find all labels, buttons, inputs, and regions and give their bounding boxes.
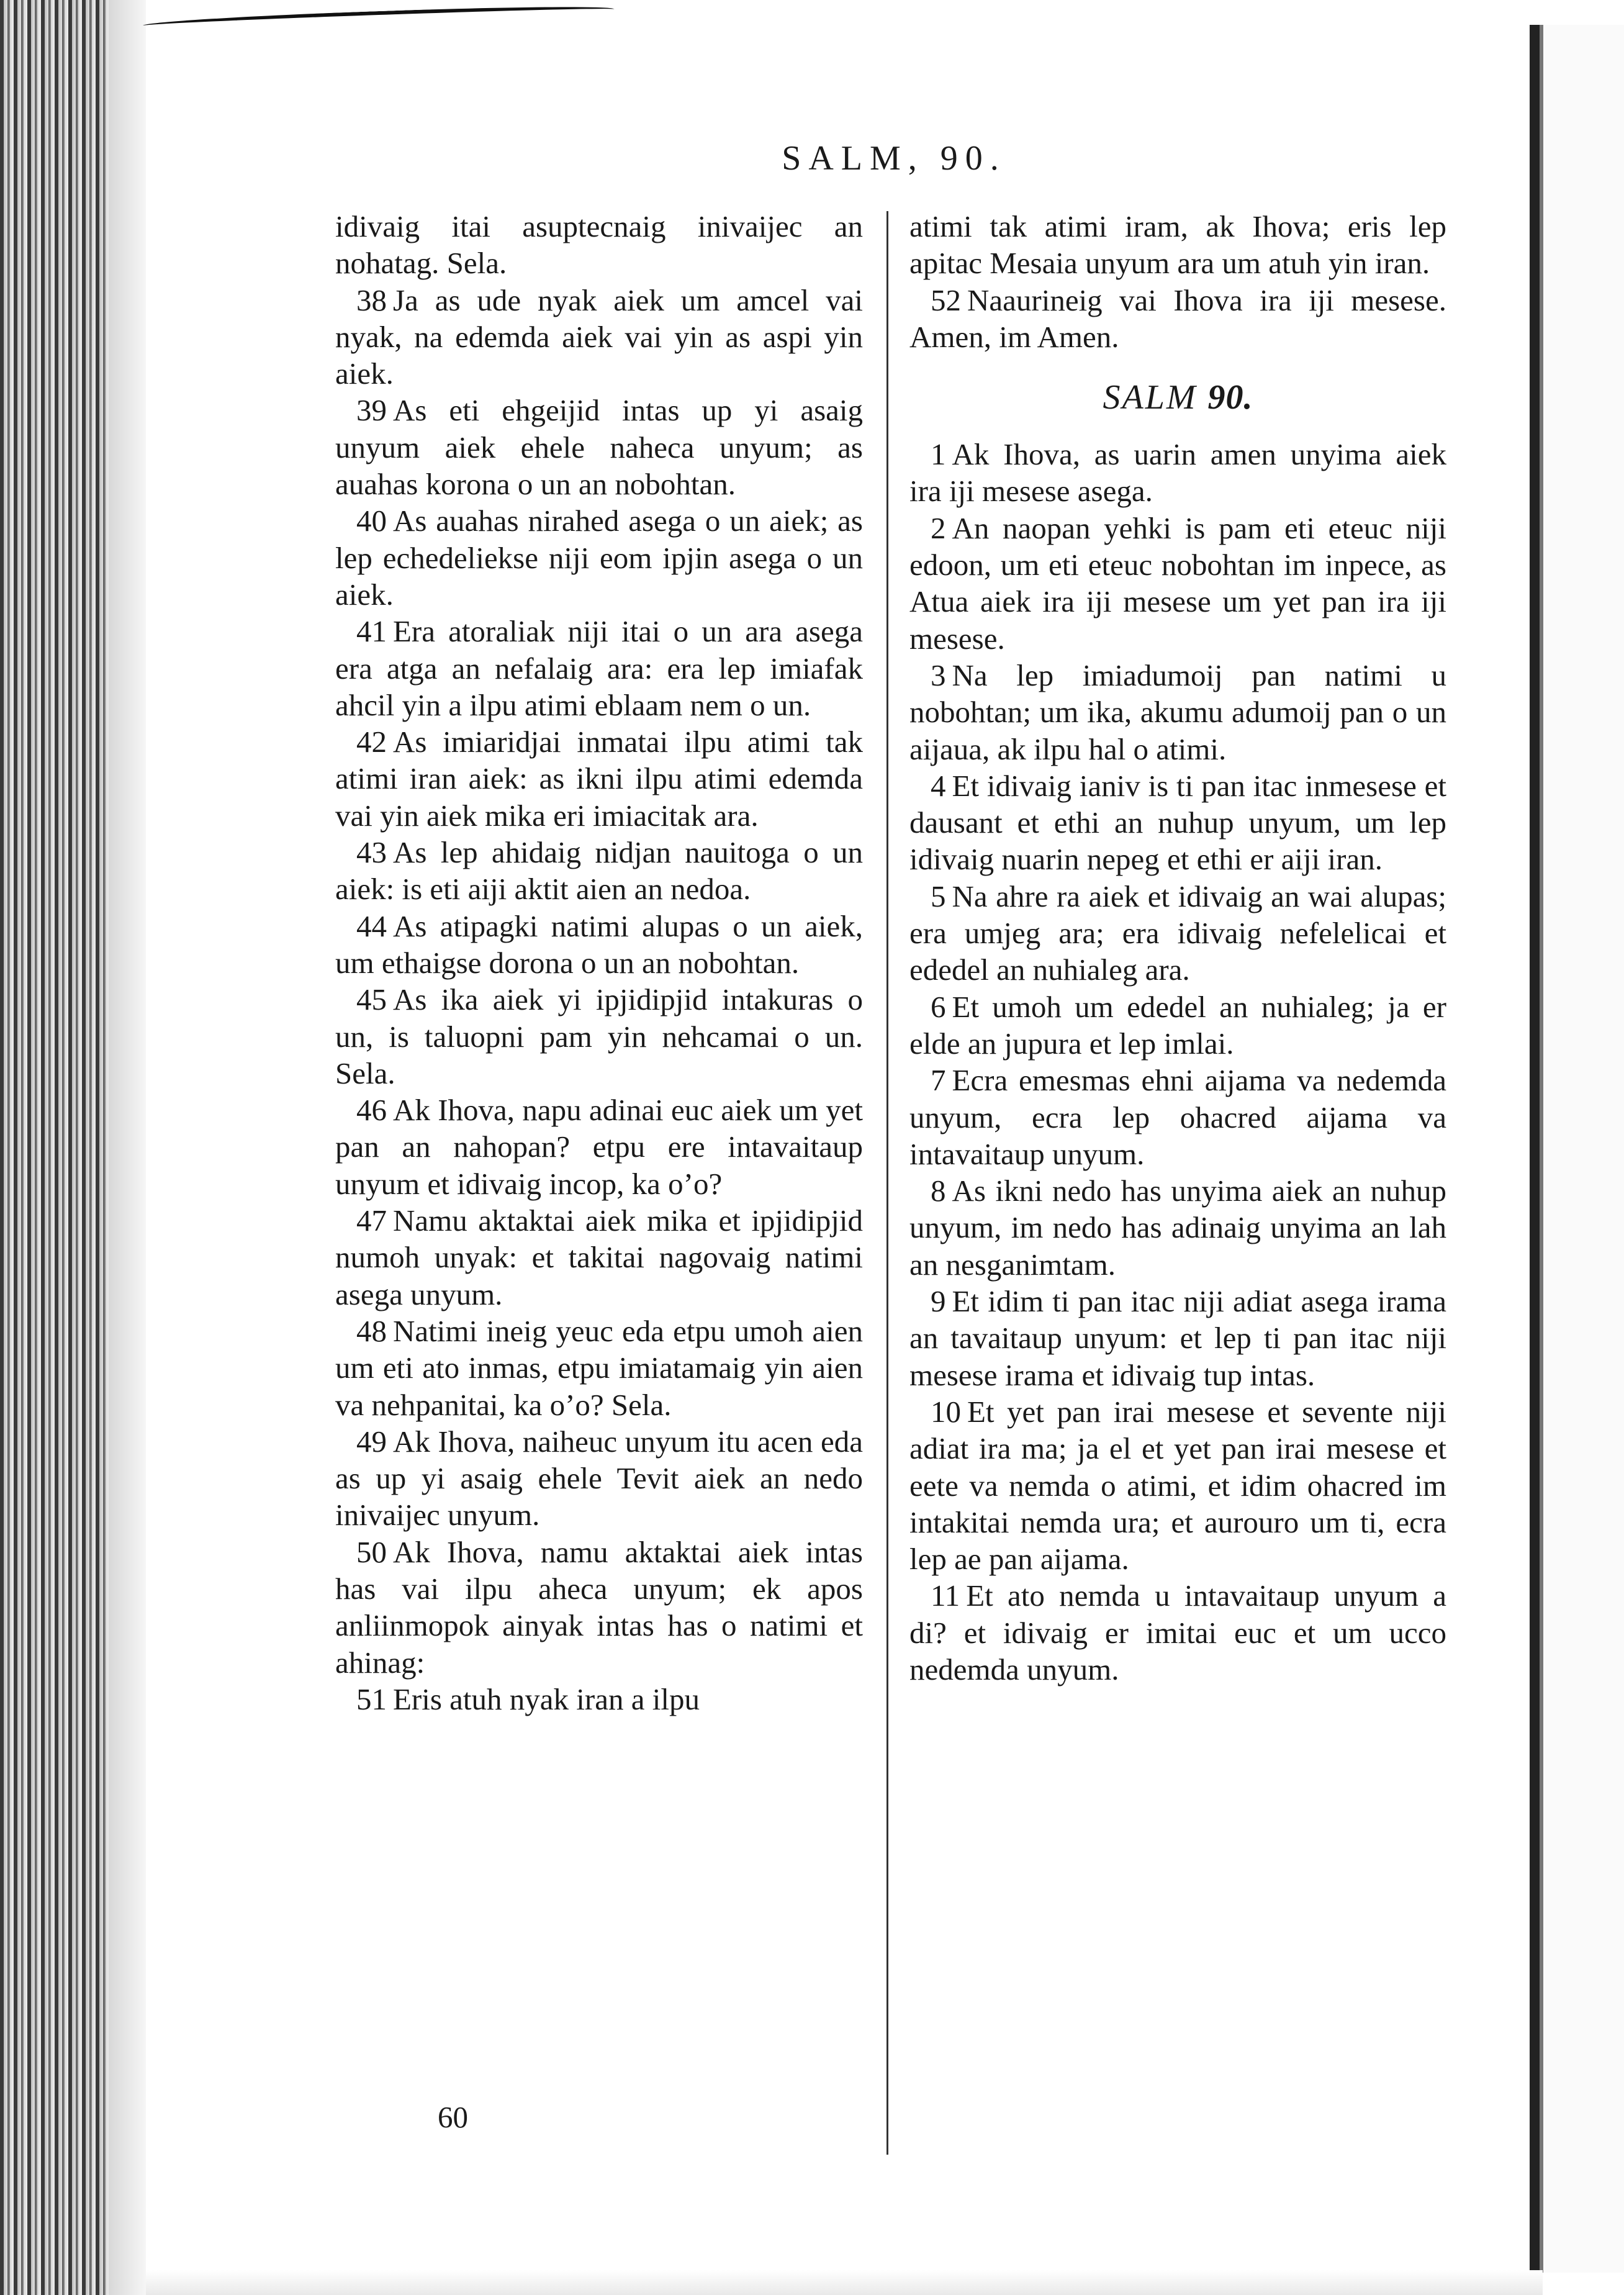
- verse-text: Et idivaig ianiv is ti pan itac inmesese et dausant et ethi an nuhup unyum, um lep idivaig nuarin nepeg et ethi er aiji iran.: [909, 768, 1446, 877]
- verse-text: As auahas nirahed asega o un aiek; as lep echedeliekse niji eom ipjin asega o un aiek.: [335, 504, 863, 612]
- verse-text: Ak Ihova, napu adinai euc aiek um yet pan an nahopan? etpu ere intavaitaup unyum et idivaig incop, ka o’o?: [335, 1093, 863, 1201]
- verse: [909, 436, 1446, 510]
- page-number: 60: [438, 2100, 468, 2134]
- verse-number: 49: [356, 1424, 387, 1459]
- verse-number: 6: [931, 989, 946, 1024]
- verse-number: 9: [931, 1284, 946, 1319]
- verse-number: 10: [931, 1394, 961, 1429]
- verse-text: As imiaridjai inmatai ilpu atimi tak atimi iran aiek: as ikni ilpu atimi edemda vai yin aiek mika eri imiacitak ara.: [335, 725, 863, 833]
- psalm-title: [909, 379, 1446, 416]
- page-bottom-shadow: [146, 2270, 1543, 2295]
- verse-number: 38: [356, 283, 387, 317]
- verse-text: Ak Ihova, namu aktaktai aiek intas has vai ilpu aheca unyum; ek apos anliinmopok ainyak intas has o natimi et ahinag:: [335, 1534, 863, 1680]
- verse-text: Et yet pan irai mesese et sevente niji adiat ira ma; ja el et yet pan irai mesese et eete va nemda o atimi, et idim ohacred im intakitai nemda ura; et aurouro um ti, ecra lep ae pan aijama.: [909, 1394, 1446, 1577]
- verse-text: As atipagki natimi alupas o un aiek, um ethaigse dorona o un an nobohtan.: [335, 908, 863, 980]
- verse-number: 45: [356, 982, 387, 1017]
- verse-text: As eti ehgeijid intas up yi asaig unyum aiek ehele naheca unyum; as auahas korona o un an nobohtan.: [335, 393, 863, 502]
- verse-text: Na lep imiadumoij pan natimi u nobohtan; um ika, akumu adumoij pan o un aijaua, ak ilpu hal o atimi.: [909, 658, 1446, 766]
- verse: [909, 1172, 1446, 1283]
- verse: [909, 1577, 1446, 1688]
- verse-text: An naopan yehki is pam eti eteuc niji edoon, um eti eteuc nobohtan im inpece, as Atua aiek ira iji mesese um yet pan ira iji mesese.: [909, 510, 1446, 656]
- verse: [909, 989, 1446, 1062]
- right-verse-list-before-title: [909, 282, 1446, 356]
- verse-continuation: atimi tak atimi iram, ak Ihova; eris lep apitac Mesaia unyum ara um atuh yin iran.: [909, 209, 1446, 281]
- verse-number: 40: [356, 504, 387, 538]
- verse-number: 7: [931, 1063, 946, 1098]
- running-header: SALM, 90.: [782, 139, 1006, 178]
- verse-number: 51: [356, 1682, 387, 1716]
- verse: [335, 1423, 863, 1534]
- verse-text: Era atoraliak niji itai o un ara asega era atga an nefalaig ara: era lep imiafak ahcil yin a ilpu atimi eblaam nem o un.: [335, 614, 863, 722]
- verse: [909, 767, 1446, 878]
- verse-number: 11: [931, 1578, 960, 1613]
- verse: [335, 613, 863, 723]
- verse: [335, 834, 863, 908]
- verse-number: 3: [931, 658, 946, 692]
- verse-number: 5: [931, 879, 946, 913]
- verse-number: 41: [356, 614, 387, 649]
- right-verse-list: [909, 436, 1446, 1688]
- verse-number: 8: [931, 1174, 946, 1208]
- verse: [335, 1681, 863, 1718]
- verse-text: Et idim ti pan itac niji adiat asega irama an tavaitaup unyum: et lep ti pan itac niji mesese irama et idivaig tup intas.: [909, 1284, 1446, 1392]
- verse-number: 50: [356, 1534, 387, 1569]
- verse: [335, 723, 863, 834]
- verse: [335, 1092, 863, 1202]
- verse-text: As ika aiek yi ipjidipjid intakuras o un, is taluopni pam yin nehcamai o un. Sela.: [335, 982, 863, 1090]
- book-page: [335, 137, 1453, 2235]
- verse-text: Na ahre ra aiek et idivaig an wai alupas; era umjeg ara; era idivaig nefelelicai et ededel an nuhialeg ara.: [909, 879, 1446, 987]
- verse: [909, 1283, 1446, 1393]
- verse-text: Eris atuh nyak iran a ilpu: [393, 1682, 700, 1716]
- verse-number: 4: [931, 768, 946, 803]
- verse: [909, 1393, 1446, 1577]
- verse-number: 42: [356, 725, 387, 759]
- verse-number: 2: [931, 510, 946, 545]
- verse-text: Et umoh um ededel an nuhialeg; ja er elde an jupura et lep imlai.: [909, 989, 1446, 1061]
- verse-number: 48: [356, 1313, 387, 1348]
- verse-text: Namu aktaktai aiek mika et ipjidipjid numoh unyak: et takitai nagovaig natimi asega unyum.: [335, 1203, 863, 1311]
- verse: [909, 878, 1446, 989]
- verse: [909, 510, 1446, 657]
- scan-artifact-mark: [143, 3, 615, 32]
- book-spine-edge: [0, 0, 146, 2295]
- psalm-title-word: SALM: [1103, 378, 1198, 417]
- right-column: [909, 208, 1446, 1688]
- verse-continuation: idivaig itai asuptecnaig inivaijec an nohatag. Sela.: [335, 209, 863, 281]
- verse: [335, 908, 863, 982]
- verse-text: As lep ahidaig nidjan nauitoga o un aiek: is eti aiji aktit aien an nedoa.: [335, 835, 863, 907]
- verse-number: 1: [931, 437, 946, 472]
- verse: [335, 1202, 863, 1313]
- psalm-title-number: 90.: [1207, 378, 1253, 417]
- verse-number: 39: [356, 393, 387, 428]
- verse: [335, 502, 863, 613]
- verse-text: Et ato nemda u intavaitaup unyum a di? et idivaig er imitai euc et um ucco nedemda unyum.: [909, 1578, 1446, 1686]
- verse-text: Ak Ihova, as uarin amen unyima aiek ira iji mesese asega.: [909, 437, 1446, 509]
- verse-text: Ak Ihova, naiheuc unyum itu acen eda as up yi asaig ehele Tevit aiek an nedo inivaijec unyum.: [335, 1424, 863, 1532]
- verse-text: Ja as ude nyak aiek um amcel vai nyak, na edemda aiek vai yin as aspi yin aiek.: [335, 283, 863, 391]
- left-column: [335, 208, 863, 1718]
- verse-number: 47: [356, 1203, 387, 1238]
- verse: [909, 1062, 1446, 1172]
- verse-text: Ecra emesmas ehni aijama va nedemda unyum, ecra lep ohacred aijama va intavaitaup unyum.: [909, 1063, 1446, 1171]
- verse: [335, 1313, 863, 1423]
- verse: [909, 282, 1446, 356]
- verse-number: 52: [931, 283, 961, 317]
- verse: [335, 1534, 863, 1681]
- verse: [335, 981, 863, 1092]
- column-divider: [886, 211, 888, 2155]
- verse: [909, 657, 1446, 767]
- verse-number: 46: [356, 1093, 387, 1128]
- verse: [335, 392, 863, 502]
- verse: [335, 282, 863, 392]
- next-page-edge: [1530, 25, 1624, 2273]
- left-verse-list: [335, 282, 863, 1718]
- verse-number: 43: [356, 835, 387, 870]
- verse-text: Natimi ineig yeuc eda etpu umoh aien um eti ato inmas, etpu imiatamaig yin aien va nehpanitai, ka o’o? Sela.: [335, 1313, 863, 1422]
- verse-text: As ikni nedo has unyima aiek an nuhup unyum, im nedo has adinaig unyima an lah an nesganimtam.: [909, 1174, 1446, 1282]
- verse-text: Naaurineig vai Ihova ira iji mesese. Amen, im Amen.: [909, 283, 1446, 354]
- verse-number: 44: [356, 908, 387, 943]
